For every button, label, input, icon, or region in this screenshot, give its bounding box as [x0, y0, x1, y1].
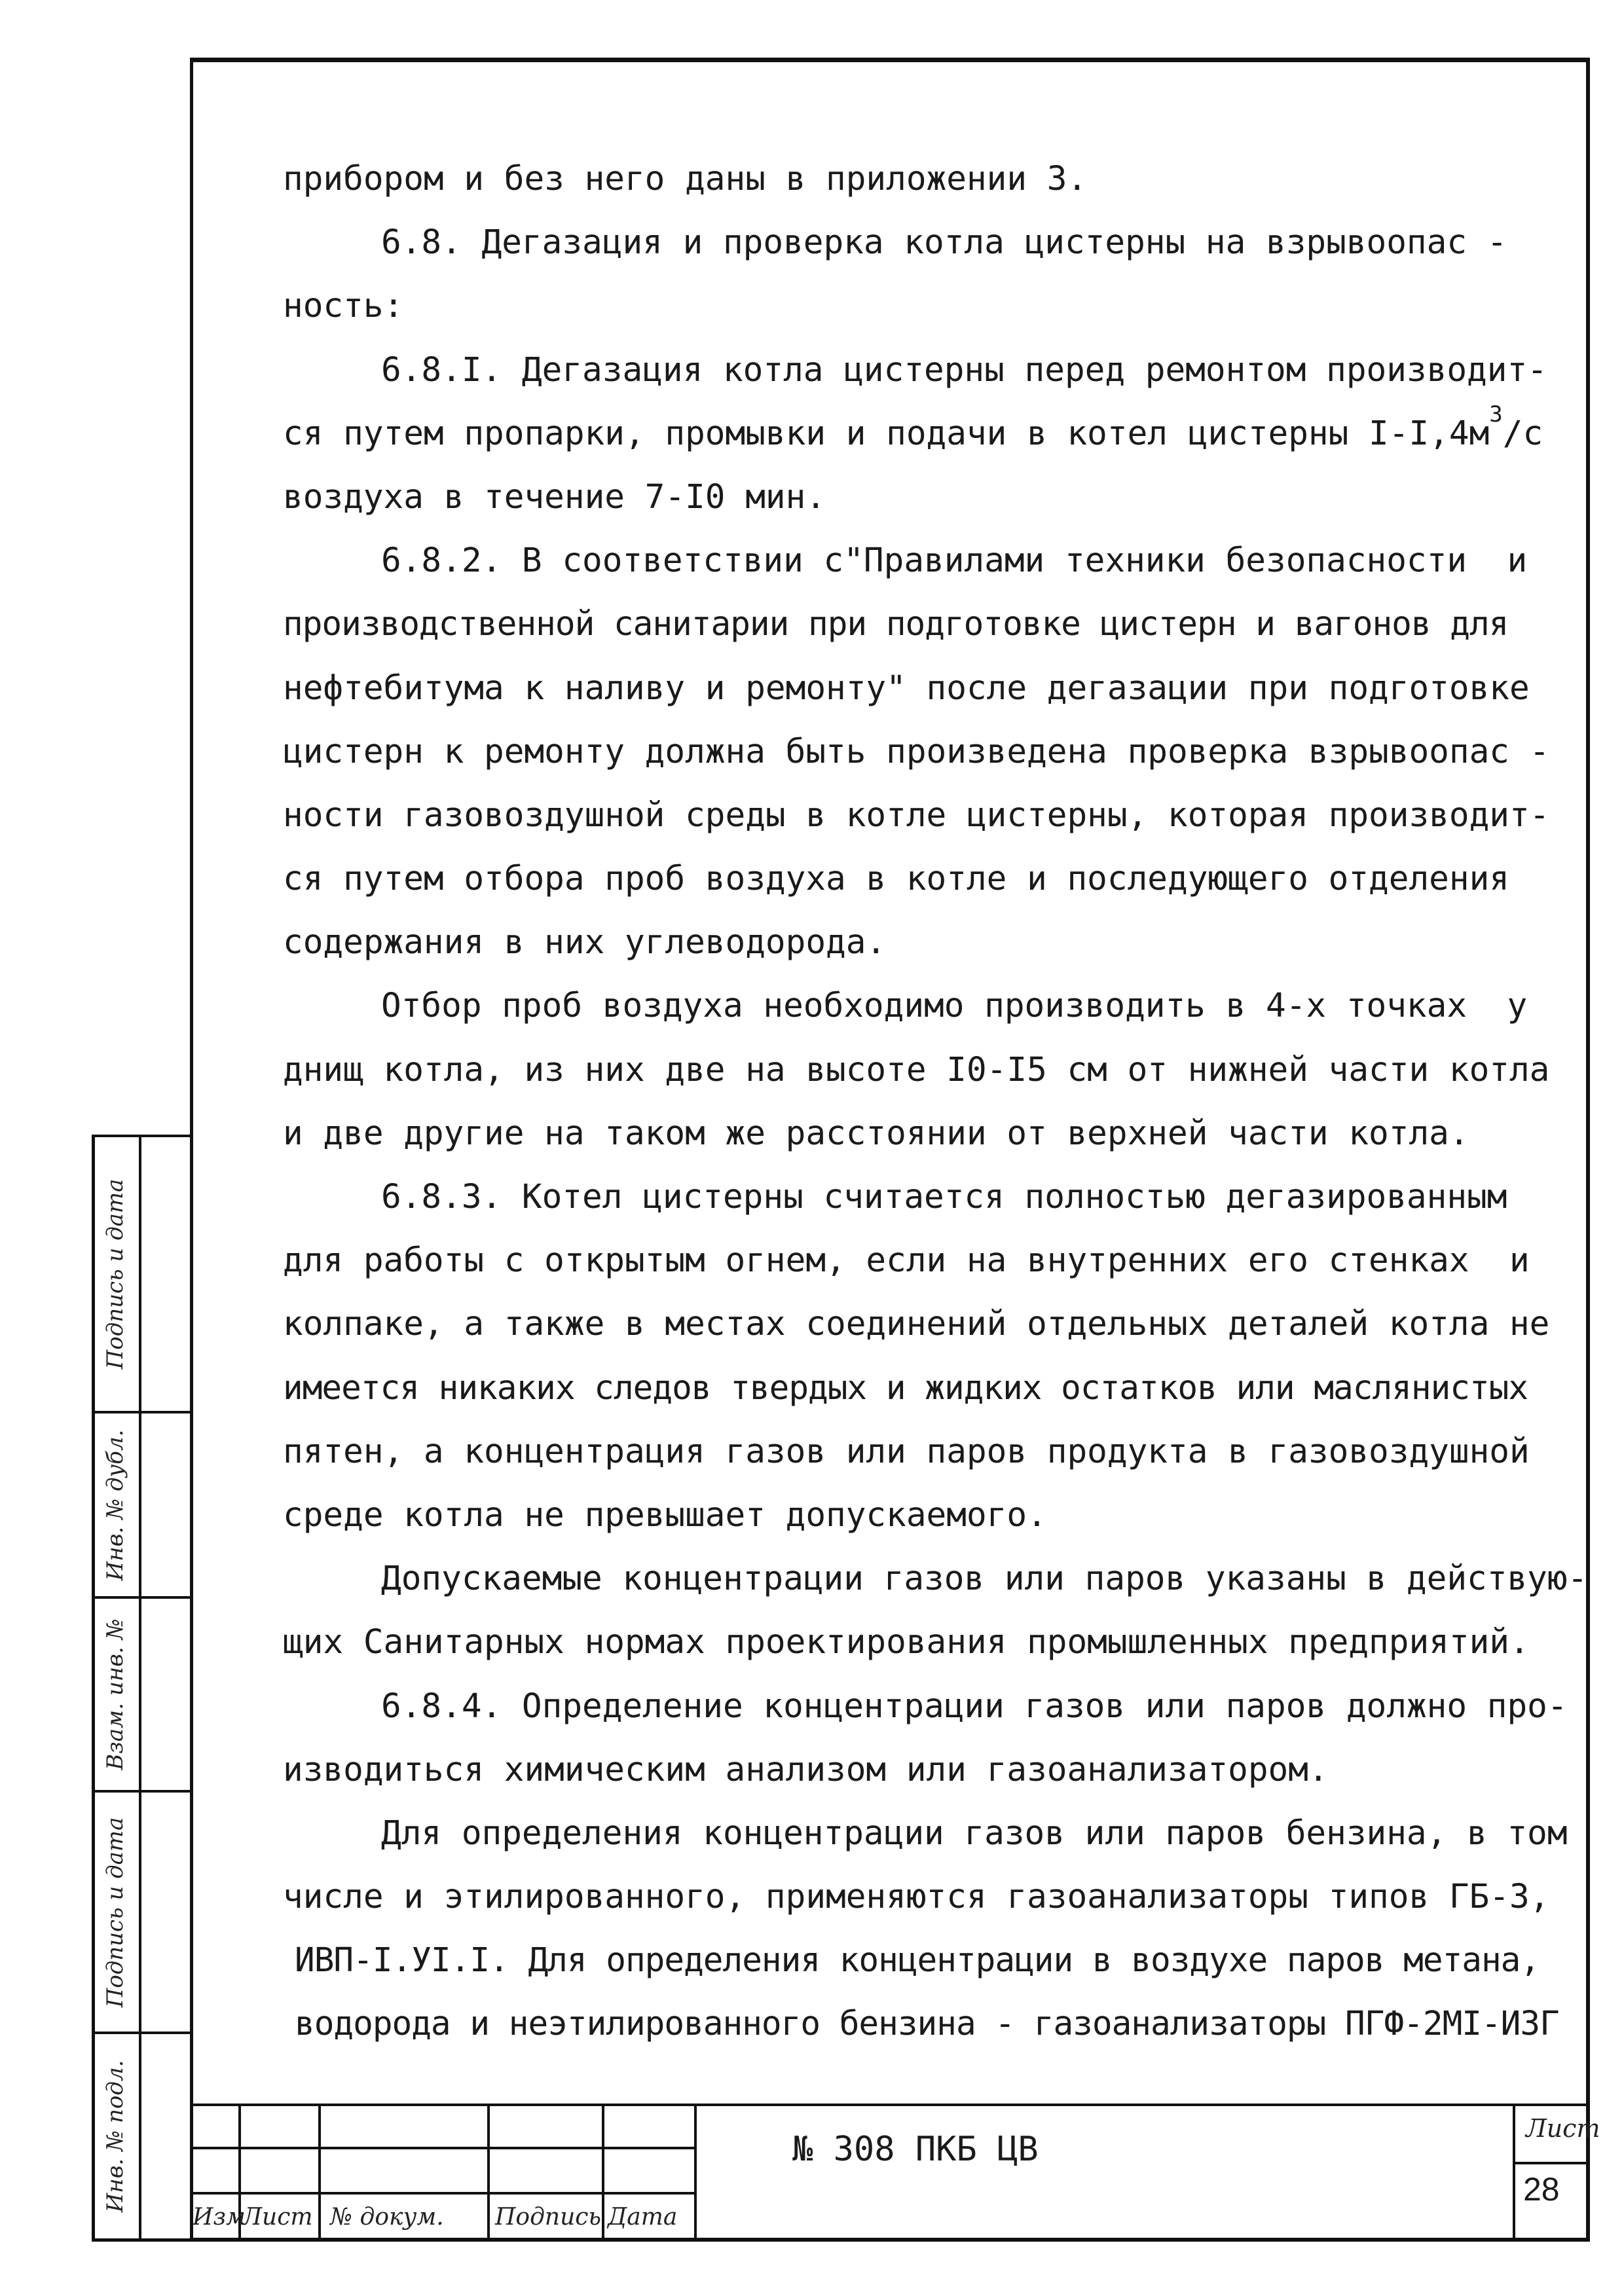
body-line: ности газовоздушной среды в котле цистерны, которая производит-: [283, 795, 1550, 835]
body-line-with-unit: [283, 402, 1566, 465]
body-line: ся путем отбора проб воздуха в котле и последующего отделения: [283, 860, 1509, 899]
sheet-number: 28: [1523, 2171, 1560, 2208]
body-line: содержания в них углеводорода.: [283, 923, 887, 962]
column-doc-number: № докум.: [330, 2204, 444, 2231]
unit-suffix: /с: [1502, 414, 1543, 453]
body-line: воздуха в течение 7-I0 мин.: [283, 477, 826, 517]
title-block: [190, 2104, 1600, 2242]
body-line: изводиться химическим анализом или газоанализатором.: [283, 1750, 1329, 1789]
body-line: производственной санитарии при подготовке цистерн и вагонов для: [283, 605, 1509, 644]
body-line: щих Санитарных нормах проектирования промышленных предприятий.: [283, 1623, 1530, 1662]
column-signature: Подпись: [495, 2204, 602, 2231]
body-line: имеется никаких следов твердых и жидких остатков или маслянистых: [283, 1368, 1528, 1408]
paragraph-start: 6.8.3. Котел цистерны считается полностью дегазированным: [381, 1178, 1507, 1216]
superscript: 3: [1489, 401, 1503, 428]
body-line: и две другие на таком же расстоянии от верхней части котла.: [283, 1114, 1469, 1153]
body-line: прибором и без него даны в приложении 3.: [283, 160, 1088, 198]
paragraph-start: 6.8.I. Дегазация котла цистерны перед ремонтом производит-: [381, 350, 1547, 390]
column-change: Изм: [193, 2204, 246, 2231]
document-number: № 308 ПКБ ЦВ: [792, 2130, 1039, 2169]
body-line: пятен, а концентрация газов или паров продукта в газовоздушной: [283, 1432, 1530, 1471]
sheet-label: Лист: [1526, 2114, 1600, 2143]
body-line: колпаке, а также в местах соединений отдельных деталей котла не: [283, 1305, 1550, 1344]
paragraph-start: Для определения концентрации газов или паров бензина, в том: [381, 1813, 1568, 1853]
paragraph-start: Отбор проб воздуха необходимо производить в 4-х точках у: [381, 987, 1528, 1026]
body-line: водорода и неэтилированного бензина - газоанализаторы ПГФ-2МI-ИЗГ: [295, 2005, 1559, 2044]
side-label-duplicate-inv: Инв. № дубл.: [102, 1429, 128, 1580]
side-label-replace-inv: Взам. инв. №: [102, 1618, 128, 1770]
body-line: ИВП-I.УI.I. Для определения концентрации в воздухе паров метана,: [295, 1941, 1540, 1980]
body-line: цистерн к ремонту должна быть произведена проверка взрывоопас -: [283, 732, 1550, 771]
body-line: днищ котла, из них две на высоте I0-I5 см от нижней части котла: [283, 1050, 1550, 1089]
paragraph-start: 6.8.2. В соответствии с"Правилами техники безопасности и: [381, 541, 1528, 581]
column-sheet: Лист: [242, 2204, 313, 2231]
paragraph-start: Допускаемые концентрации газов или паров указаны в действую-: [381, 1559, 1588, 1599]
paragraph-start: 6.8.4. Определение концентрации газов или паров должно про-: [381, 1686, 1568, 1726]
side-stamp: [92, 1135, 190, 2242]
body-line: нефтебитума к наливу и ремонту" после дегазации при подготовке: [283, 668, 1530, 708]
side-label-original-inv: Инв. № подл.: [102, 2060, 128, 2213]
body-line-text: ся путем пропарки, промывки и подачи в котел цистерны I-I,4м: [283, 414, 1490, 453]
side-label-signature-date-top: Подпись и дата: [102, 1178, 128, 1370]
document-body: [283, 147, 1588, 2056]
section-heading: 6.8. Дегазация и проверка котла цистерны на взрывоопас -: [381, 223, 1507, 263]
side-label-signature-date-bottom: Подпись и дата: [102, 1817, 128, 2007]
column-date: Дата: [608, 2204, 678, 2231]
body-line: числе и этилированного, применяются газоанализаторы типов ГБ-3,: [283, 1878, 1550, 1917]
body-line: ность:: [283, 287, 404, 326]
body-line: среде котла не превышает допускаемого.: [283, 1495, 1047, 1535]
body-line: для работы с открытым огнем, если на внутренних его стенках и: [283, 1241, 1530, 1281]
